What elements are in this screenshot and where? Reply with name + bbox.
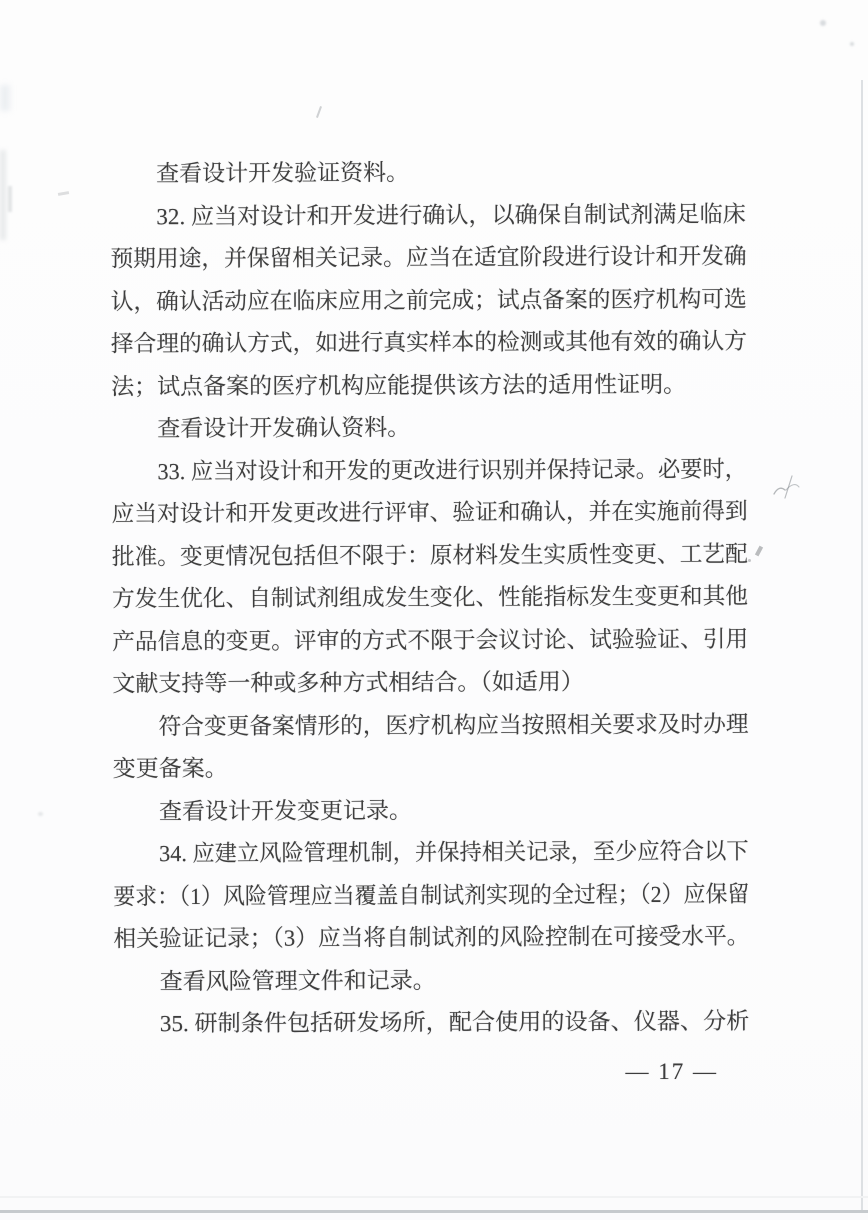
text-line-content: 查看设计开发验证资料。 [156,160,410,187]
scan-smudge [0,150,6,240]
text-line-content: 32. 应当对设计和开发进行确认，以确保自制试剂满足临床 [156,201,746,229]
text-line-content: 查看设计开发确认资料。 [157,415,411,442]
scan-speck [8,186,12,212]
text-line [112,533,748,578]
text-line [112,618,748,663]
scan-smudge [0,85,10,111]
text-line-content: 应当对设计和开发更改进行评审、验证和确认，并在实施前得到 [111,498,748,527]
scan-speck [748,559,751,562]
text-line-content: 查看设计开发变更记录。 [158,797,412,824]
scan-speck [755,546,763,557]
document-text-block [110,151,750,1046]
scan-speck [820,20,826,26]
scan-speck [850,42,854,46]
scan-speck [316,106,322,118]
text-line [113,746,749,791]
text-line [113,788,749,833]
text-line [114,958,750,1003]
text-line-content: 相关验证记录；（3）应当将自制试剂的风险控制在可接受水平。 [113,923,750,952]
text-line [110,236,746,281]
text-line-content: 批准。变更情况包括但不限于：原材料发生实质性变更、工艺配 [111,541,748,569]
text-line-content: 方发生优化、自制试剂组成发生变化、性能指标发生变更和其他 [111,583,749,612]
text-line [112,576,748,621]
page-number: — 17 — [625,1059,718,1084]
scan-edge-shadow-bottom [0,1196,868,1198]
text-line-content: 认，确认活动应在临床应用之前完成；试点备案的医疗机构可选 [110,286,747,314]
text-line [111,406,747,451]
text-line [111,321,747,366]
scan-speck [38,812,43,816]
text-line [112,491,748,536]
pen-scribble-mark [770,468,810,508]
text-line [111,278,747,323]
text-line [113,873,749,918]
text-line [112,661,748,706]
text-line [110,193,746,238]
text-line [111,363,747,408]
text-line-content: 预期用途，并保留相关记录。应当在适宜阶段进行设计和开发确 [110,243,747,272]
text-line-content: 变更备案。 [112,755,228,782]
scan-edge-line-bottom [0,1210,868,1213]
scan-edge-line-right [861,80,863,1213]
text-line-content: 文献支持等一种或多种方式相结合。（如适用） [112,669,584,697]
text-line [110,151,746,196]
text-line-content: 要求：（1）风险管理应当覆盖自制试剂实现的全过程；（2）应保留 [113,881,750,909]
text-line-content: 择合理的确认方式，如进行真实样本的检测或其他有效的确认方 [110,328,747,357]
text-line [112,703,748,748]
text-line-content: 查看风险管理文件和记录。 [159,967,436,994]
text-line [113,831,749,876]
scan-speck [58,191,69,196]
text-line-content: 34. 应建立风险管理机制，并保持相关记录，至少应符合以下 [159,838,749,867]
text-line [113,916,749,961]
text-line-content: 法；试点备案的医疗机构应能提供该方法的适用性证明。 [111,371,687,399]
text-line-content: 符合变更备案情形的，医疗机构应当按照相关要求及时办理 [158,711,749,739]
text-line [111,448,747,493]
text-line [114,1001,750,1046]
text-line-content: 35. 研制条件包括研发场所，配合使用的设备、仪器、分析 [159,1008,750,1037]
text-line-content: 33. 应当对设计和开发的更改进行识别并保持记录。必要时， [157,456,748,484]
text-line-content: 产品信息的变更。评审的方式不限于会议讨论、试验验证、引用 [112,626,749,654]
